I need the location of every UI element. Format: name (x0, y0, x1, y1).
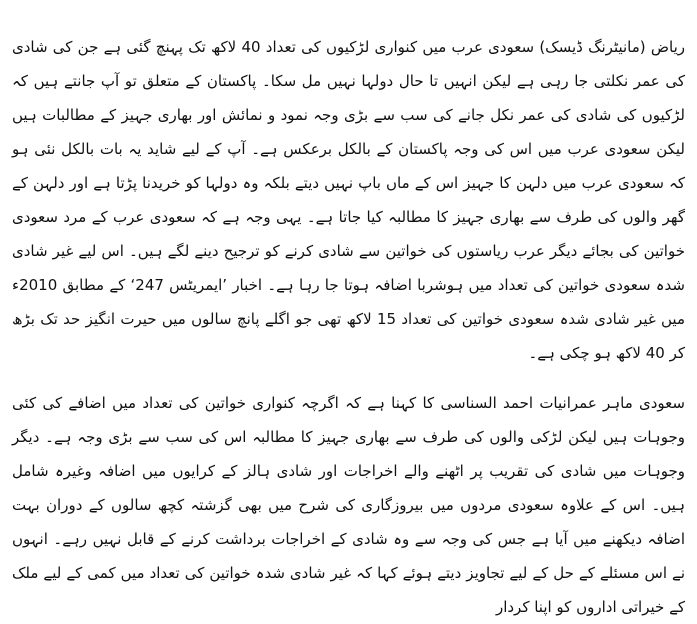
article-paragraph-1: ریاض (مانیٹرنگ ڈیسک) سعودی عرب میں کنواری لڑکیوں کی تعداد 40 لاکھ تک پہنچ گئی ہے جن کی شادی کی عمر نکلتی جا رہی ہے لیکن انہیں تا حال دولہا نہیں مل سکا۔ پاکستان کے متعلق تو آپ جانتے ہیں کہ لڑکیوں کی شادی کی عمر نکل جانے کی سب سے بڑی وجہ نمود و نمائش اور بھاری جہیز کے مطالبات ہیں لیکن سعودی عرب میں اس کی وجہ پاکستان کے بالکل برعکس ہے۔ آپ کے لیے شاید یہ بات بالکل نئی ہو کہ سعودی عرب میں دلہن کا جہیز اس کے ماں باپ نہیں دیتے بلکہ وہ دولہا کو خریدنا پڑتا ہے اور دلہن کے گھر والوں کی طرف سے بھاری جہیز کا مطالبہ کیا جاتا ہے۔ یہی وجہ ہے کہ سعودی عرب کے مرد سعودی خواتین کی بجائے دیگر عرب ریاستوں کی خواتین سے شادی کرنے کو ترجیح دینے لگے ہیں۔ اس لیے غیر شادی شدہ سعودی خواتین کی تعداد میں ہوشربا اضافہ ہوتا جا رہا ہے۔ اخبار ’ایمریٹس 247‘ کے مطابق 2010ء میں غیر شادی شدہ سعودی خواتین کی تعداد 15 لاکھ تھی جو اگلے پانچ سالوں میں حیرت انگیز حد تک بڑھ کر 40 لاکھ ہو چکی ہے۔ (12, 38, 685, 362)
article-paragraph-2: سعودی ماہر عمرانیات احمد السناسی کا کہنا ہے کہ اگرچہ کنواری خواتین کی تعداد میں اضافے کی کئی وجوہات ہیں لیکن لڑکی والوں کی طرف سے بھاری جہیز کا مطالبہ اس کی سب سے بڑی وجہ ہے۔ دیگر وجوہات میں شادی کی تقریب پر اٹھنے والے اخراجات اور شادی ہالز کے کرایوں میں اضافہ وغیرہ شامل ہیں۔ اس کے علاوہ سعودی مردوں میں بیروزگاری کی شرح میں بھی گزشتہ کچھ سالوں کے دوران بہت اضافہ دیکھنے میں آیا ہے جس کی وجہ سے وہ شادی کے اخراجات برداشت کرنے کے قابل نہیں رہے۔ انہوں نے اس مسئلے کے حل کے لیے تجاویز دیتے ہوئے کہا کہ غیر شادی شدہ خواتین کی تعداد میں کمی کے لیے ملک کے خیراتی اداروں کو اپنا کردار (12, 394, 685, 616)
article-body (12, 30, 685, 624)
